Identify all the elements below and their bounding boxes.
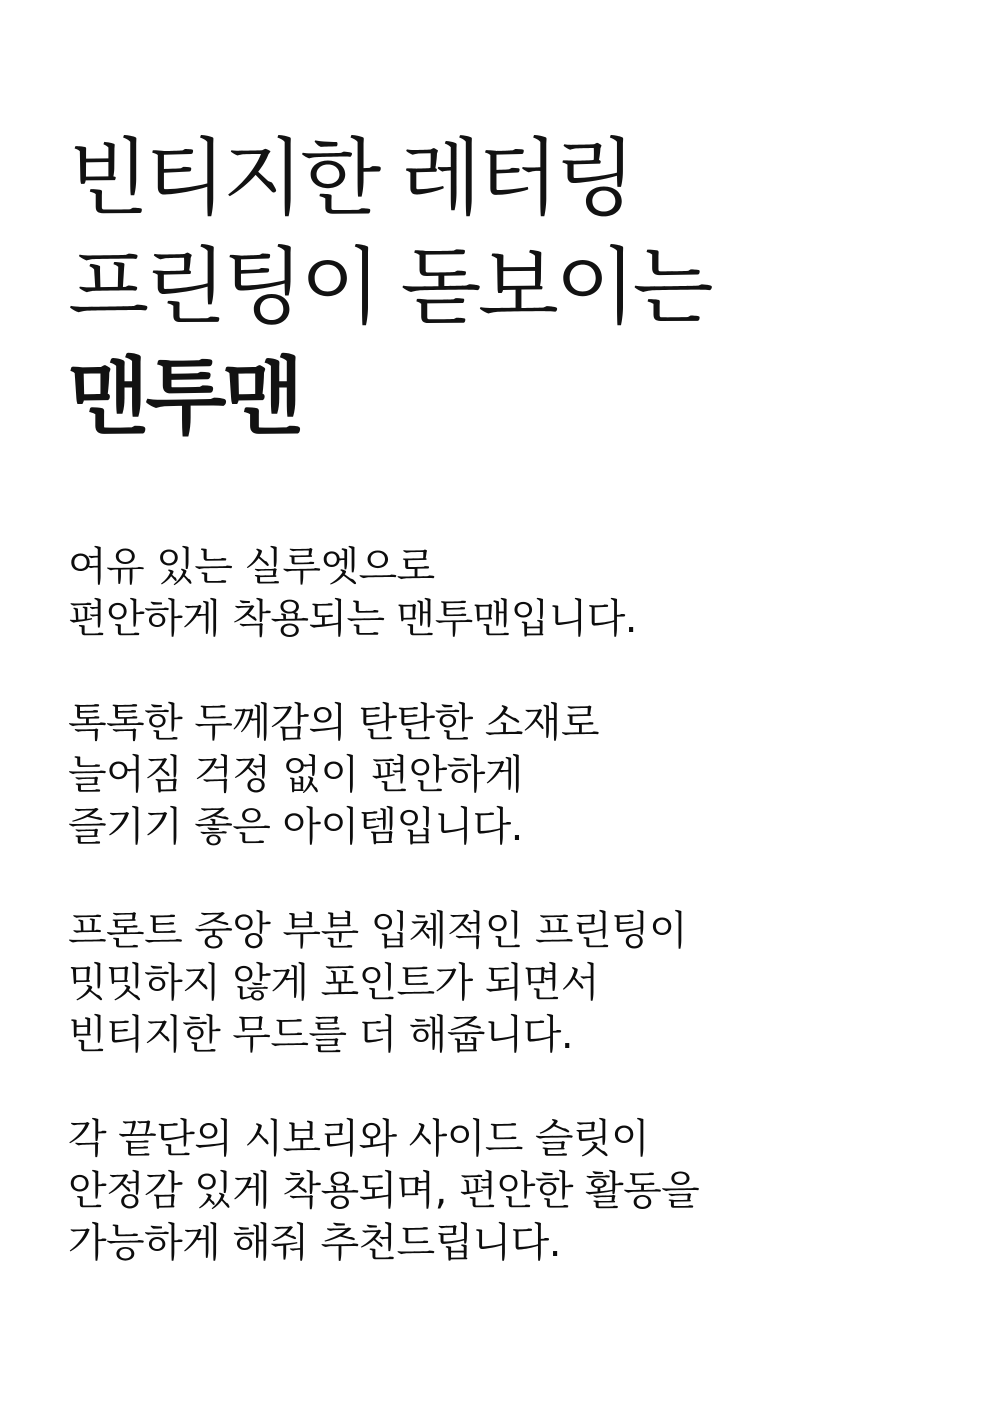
text-line: 빈티지한 무드를 더 해줍니다. bbox=[68, 1012, 573, 1058]
description-paragraph-fit bbox=[68, 541, 938, 645]
description-paragraph-detail bbox=[68, 1113, 938, 1269]
text-line: 즐기기 좋은 아이템입니다. bbox=[68, 804, 523, 850]
text-line: 가능하게 해줘 추천드립니다. bbox=[68, 1220, 561, 1266]
text-line: 프론트 중앙 부분 입체적인 프린팅이 bbox=[68, 908, 688, 954]
text-line: 여유 있는 실루엣으로 bbox=[68, 544, 435, 590]
headline-line-1: 빈티지한 레터링 bbox=[68, 129, 633, 227]
text-line: 톡톡한 두께감의 탄탄한 소재로 bbox=[68, 700, 599, 746]
description-paragraph-printing bbox=[68, 905, 938, 1061]
text-line: 편안하게 착용되는 맨투맨입니다. bbox=[68, 596, 637, 642]
headline-line-2: 프린팅이 돋보이는 bbox=[68, 238, 710, 336]
product-description-text bbox=[68, 541, 938, 1269]
text-line: 밋밋하지 않게 포인트가 되면서 bbox=[68, 960, 599, 1006]
content-column bbox=[68, 0, 938, 1269]
text-line: 안정감 있게 착용되며, 편안한 활동을 bbox=[68, 1168, 700, 1214]
text-line: 늘어짐 걱정 없이 편안하게 bbox=[68, 752, 523, 798]
headline-line-3-product-name: 맨투맨 bbox=[68, 347, 301, 446]
description-paragraph-fabric bbox=[68, 697, 938, 853]
product-headline bbox=[68, 0, 938, 451]
text-line: 각 끝단의 시보리와 사이드 슬릿이 bbox=[68, 1116, 650, 1162]
